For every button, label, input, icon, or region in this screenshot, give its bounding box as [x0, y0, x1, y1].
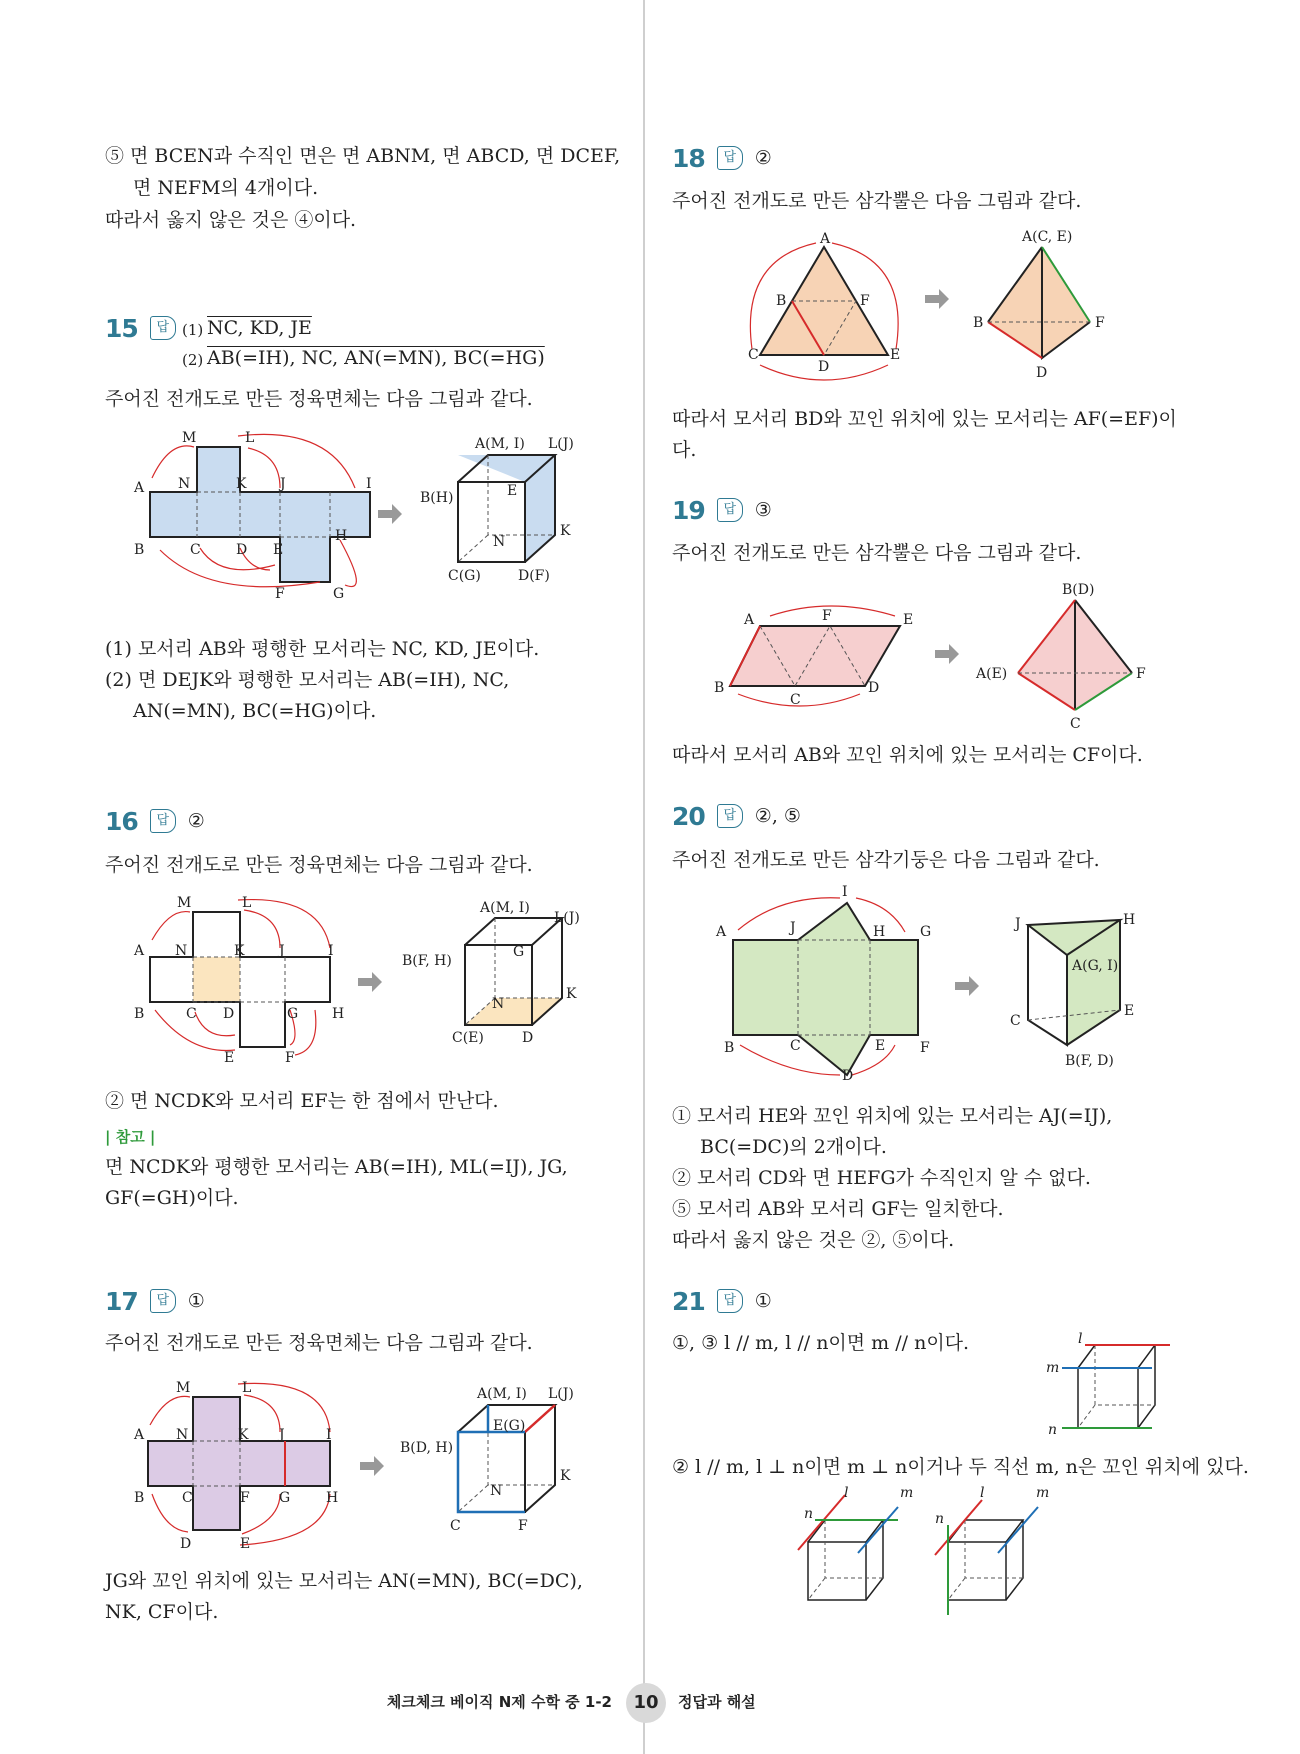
svg-text:N: N: [178, 476, 191, 492]
svg-text:E: E: [224, 1050, 235, 1066]
q20-exp1b: BC(=DC)의 2개이다.: [700, 1136, 887, 1158]
q15-exp2a: (2) 면 DEJK와 평행한 모서리는 AB(=IH), NC,: [105, 669, 510, 691]
q18-exp1: 따라서 모서리 BD와 꼬인 위치에 있는 모서리는 AF(=EF)이: [672, 408, 1177, 430]
q15-figure: [130, 420, 600, 610]
q19-answer: ③: [754, 499, 772, 521]
svg-text:I: I: [328, 943, 334, 959]
svg-text:H: H: [335, 528, 348, 544]
svg-text:M: M: [176, 1380, 191, 1396]
q20-answer: ②, ⑤: [754, 805, 801, 827]
svg-text:N: N: [490, 1483, 503, 1499]
svg-text:B(D, H): B(D, H): [400, 1440, 454, 1456]
svg-text:L: L: [242, 1380, 252, 1396]
svg-text:D: D: [223, 1006, 235, 1022]
svg-text:A(E): A(E): [976, 666, 1008, 682]
svg-text:m: m: [1036, 1485, 1050, 1501]
q18-answer: ②: [754, 147, 772, 169]
svg-text:E: E: [273, 542, 284, 558]
q19-header: [672, 494, 772, 526]
svg-text:L(J): L(J): [554, 910, 580, 926]
svg-text:G: G: [333, 586, 345, 602]
svg-text:N: N: [493, 534, 506, 550]
q15-ans1: NC, KD, JE: [207, 317, 312, 339]
svg-text:A(G, I): A(G, I): [1072, 958, 1119, 974]
q15-exp2b: AN(=MN), BC(=HG)이다.: [133, 700, 377, 722]
svg-text:J: J: [280, 476, 286, 492]
svg-text:G: G: [513, 944, 525, 960]
svg-text:F: F: [1095, 315, 1105, 331]
svg-text:n: n: [935, 1511, 945, 1527]
svg-text:F: F: [1136, 666, 1146, 682]
q15-number: 15: [105, 313, 138, 343]
q17-intro: 주어진 전개도로 만든 정육면체는 다음 그림과 같다.: [105, 1332, 533, 1354]
svg-text:B: B: [973, 315, 984, 331]
q16-header: [105, 805, 205, 837]
svg-text:F: F: [860, 293, 870, 309]
svg-text:G: G: [287, 1006, 299, 1022]
svg-text:l: l: [1078, 1331, 1083, 1347]
q17-answer: ①: [187, 1290, 205, 1312]
q20-intro: 주어진 전개도로 만든 삼각기둥은 다음 그림과 같다.: [672, 849, 1100, 871]
answer-badge: 답: [717, 1289, 743, 1313]
svg-text:C: C: [790, 1038, 801, 1054]
svg-text:A(M, I): A(M, I): [477, 1386, 527, 1402]
svg-text:D: D: [236, 542, 248, 558]
svg-text:K: K: [238, 1427, 249, 1443]
top-line-2: 면 NEFM의 4개이다.: [133, 177, 319, 199]
svg-text:A: A: [134, 943, 145, 959]
q18-header: [672, 142, 772, 174]
svg-text:D: D: [1036, 365, 1048, 381]
svg-text:K: K: [236, 476, 247, 492]
q19-exp1: 따라서 모서리 AB와 꼬인 위치에 있는 모서리는 CF이다.: [672, 744, 1143, 766]
q19-figure: [700, 578, 1160, 738]
q15-intro: 주어진 전개도로 만든 정육면체는 다음 그림과 같다.: [105, 388, 533, 410]
q18-figure: [720, 225, 1150, 385]
q21-figure-1: [1040, 1330, 1180, 1440]
svg-text:l: l: [980, 1485, 985, 1501]
svg-text:m: m: [900, 1485, 914, 1501]
q17-header: [105, 1285, 205, 1317]
svg-text:C: C: [182, 1490, 193, 1506]
svg-text:C: C: [186, 1006, 197, 1022]
q20-exp4: 따라서 옳지 않은 것은 ②, ⑤이다.: [672, 1229, 955, 1251]
svg-text:K: K: [560, 523, 571, 539]
q18-exp2: 다.: [672, 439, 697, 461]
svg-text:E: E: [903, 612, 914, 628]
svg-text:J: J: [279, 943, 285, 959]
q21-number: 21: [672, 1286, 705, 1316]
svg-text:C: C: [1010, 1013, 1021, 1029]
svg-text:B: B: [134, 1490, 145, 1506]
svg-text:C: C: [748, 347, 759, 363]
svg-text:B(F, D): B(F, D): [1065, 1053, 1114, 1069]
svg-text:m: m: [1046, 1360, 1060, 1376]
svg-text:D(F): D(F): [518, 568, 550, 584]
q21-answer: ①: [754, 1290, 772, 1312]
answer-badge: 답: [717, 498, 743, 522]
svg-text:H: H: [873, 924, 886, 940]
svg-text:B: B: [714, 680, 725, 696]
q21-exp2: ② l // m, l ⊥ n이면 m ⊥ n이거나 두 직선 m, n은 꼬인 위치에 있다.: [672, 1456, 1249, 1478]
q16-intro: 주어진 전개도로 만든 정육면체는 다음 그림과 같다.: [105, 854, 533, 876]
svg-text:E: E: [507, 483, 518, 499]
q15-ans2: AB(=IH), NC, AN(=MN), BC(=HG): [207, 347, 545, 369]
q18-number: 18: [672, 143, 705, 173]
svg-text:B: B: [134, 542, 145, 558]
svg-text:K: K: [566, 986, 577, 1002]
svg-text:M: M: [177, 895, 192, 911]
svg-text:A: A: [134, 1427, 145, 1443]
svg-text:E(G): E(G): [493, 1418, 526, 1434]
svg-text:D: D: [180, 1536, 192, 1552]
svg-text:C: C: [790, 692, 801, 708]
svg-text:C: C: [450, 1518, 461, 1534]
svg-text:A: A: [716, 924, 727, 940]
svg-text:L(J): L(J): [548, 436, 574, 452]
q20-exp2: ② 모서리 CD와 면 HEFG가 수직인지 알 수 없다.: [672, 1167, 1091, 1189]
q21-header: [672, 1285, 772, 1317]
q17-number: 17: [105, 1286, 138, 1316]
q16-answer: ②: [187, 810, 205, 832]
q20-header: [672, 800, 801, 832]
svg-text:C: C: [190, 542, 201, 558]
svg-text:E: E: [890, 347, 901, 363]
svg-text:N: N: [176, 1427, 189, 1443]
svg-text:F: F: [822, 608, 832, 624]
q16-exp1: ② 면 NCDK와 모서리 EF는 한 점에서 만난다.: [105, 1090, 499, 1112]
svg-text:B(D): B(D): [1062, 582, 1095, 598]
q19-intro: 주어진 전개도로 만든 삼각뿔은 다음 그림과 같다.: [672, 542, 1082, 564]
svg-text:F: F: [518, 1518, 528, 1534]
svg-text:L(J): L(J): [548, 1386, 574, 1402]
svg-text:B(H): B(H): [420, 490, 454, 506]
answer-badge: 답: [150, 316, 176, 340]
svg-text:D: D: [842, 1068, 854, 1084]
svg-text:F: F: [275, 586, 285, 602]
q20-number: 20: [672, 801, 705, 831]
svg-text:D: D: [522, 1030, 534, 1046]
svg-text:A: A: [820, 231, 831, 247]
svg-text:D: D: [818, 359, 830, 375]
svg-text:I: I: [366, 476, 372, 492]
svg-text:J: J: [790, 920, 796, 936]
svg-text:l: l: [844, 1485, 849, 1501]
answer-badge: 답: [717, 146, 743, 170]
svg-text:E: E: [240, 1536, 251, 1552]
svg-text:n: n: [1048, 1422, 1058, 1438]
page-footer: [0, 1683, 1300, 1723]
footer-book-title: 체크체크 베이직 N제 수학 중 1-2: [386, 1693, 612, 1711]
svg-text:E: E: [1124, 1003, 1135, 1019]
answer-badge: 답: [150, 809, 176, 833]
note-tag: | 참고 |: [105, 1128, 156, 1146]
svg-text:L: L: [242, 895, 252, 911]
svg-text:A(C, E): A(C, E): [1022, 229, 1073, 245]
svg-text:J: J: [1015, 916, 1021, 932]
q16-number: 16: [105, 806, 138, 836]
q16-note1: 면 NCDK와 평행한 모서리는 AB(=IH), ML(=IJ), JG,: [105, 1156, 568, 1178]
q20-exp1: ① 모서리 HE와 꼬인 위치에 있는 모서리는 AJ(=IJ),: [672, 1105, 1113, 1127]
svg-text:L: L: [245, 430, 255, 446]
q15-header: [105, 312, 176, 344]
svg-text:N: N: [175, 943, 188, 959]
q18-intro: 주어진 전개도로 만든 삼각뿔은 다음 그림과 같다.: [672, 190, 1082, 212]
q15-exp1: (1) 모서리 AB와 평행한 모서리는 NC, KD, JE이다.: [105, 638, 540, 660]
q21-figure-2: [790, 1485, 1090, 1625]
svg-text:n: n: [804, 1506, 814, 1522]
svg-text:F: F: [920, 1040, 930, 1056]
svg-text:K: K: [560, 1468, 571, 1484]
q21-exp1: ①, ③ l // m, l // n이면 m // n이다.: [672, 1332, 970, 1354]
q17-exp2: NK, CF이다.: [105, 1601, 219, 1623]
svg-text:H: H: [326, 1490, 339, 1506]
svg-text:D: D: [868, 680, 880, 696]
q17-figure: [130, 1370, 600, 1555]
svg-text:A: A: [134, 480, 145, 496]
svg-text:A(M, I): A(M, I): [475, 436, 525, 452]
q16-note2: GF(=GH)이다.: [105, 1187, 239, 1209]
svg-text:E: E: [875, 1038, 886, 1054]
svg-text:B: B: [776, 293, 787, 309]
q15-ans2-prefix: (2): [182, 351, 204, 369]
svg-text:B(F, H): B(F, H): [402, 953, 452, 969]
answer-badge: 답: [150, 1289, 176, 1313]
q16-figure: [130, 890, 600, 1070]
svg-text:G: G: [920, 924, 932, 940]
svg-text:H: H: [1123, 912, 1136, 928]
svg-text:I: I: [842, 884, 848, 900]
svg-text:C(E): C(E): [452, 1030, 484, 1046]
svg-text:K: K: [234, 943, 245, 959]
svg-text:F: F: [285, 1050, 295, 1066]
svg-text:J: J: [279, 1427, 285, 1443]
top-line-1: ⑤ 면 BCEN과 수직인 면은 면 ABNM, 면 ABCD, 면 DCEF,: [105, 145, 621, 167]
q20-exp3: ⑤ 모서리 AB와 모서리 GF는 일치한다.: [672, 1198, 1004, 1220]
svg-text:B: B: [134, 1006, 145, 1022]
svg-text:C: C: [1070, 716, 1081, 732]
q17-exp1: JG와 꼬인 위치에 있는 모서리는 AN(=MN), BC(=DC),: [105, 1570, 583, 1592]
svg-text:N: N: [492, 996, 505, 1012]
answer-badge: 답: [717, 804, 743, 828]
column-divider: [643, 0, 645, 1754]
q20-figure: [710, 880, 1170, 1084]
svg-text:A(M, I): A(M, I): [480, 900, 530, 916]
svg-text:F: F: [240, 1490, 250, 1506]
q15-ans1-prefix: (1): [182, 321, 204, 339]
svg-text:A: A: [744, 612, 755, 628]
footer-section: 정답과 해설: [678, 1693, 756, 1711]
svg-text:M: M: [182, 430, 197, 446]
svg-text:B: B: [724, 1040, 735, 1056]
top-line-3: 따라서 옳지 않은 것은 ④이다.: [105, 209, 357, 231]
svg-text:G: G: [279, 1490, 291, 1506]
page-number: 10: [626, 1683, 666, 1723]
q19-number: 19: [672, 495, 705, 525]
svg-text:C(G): C(G): [448, 568, 481, 584]
svg-text:H: H: [332, 1006, 345, 1022]
svg-text:I: I: [326, 1427, 332, 1443]
